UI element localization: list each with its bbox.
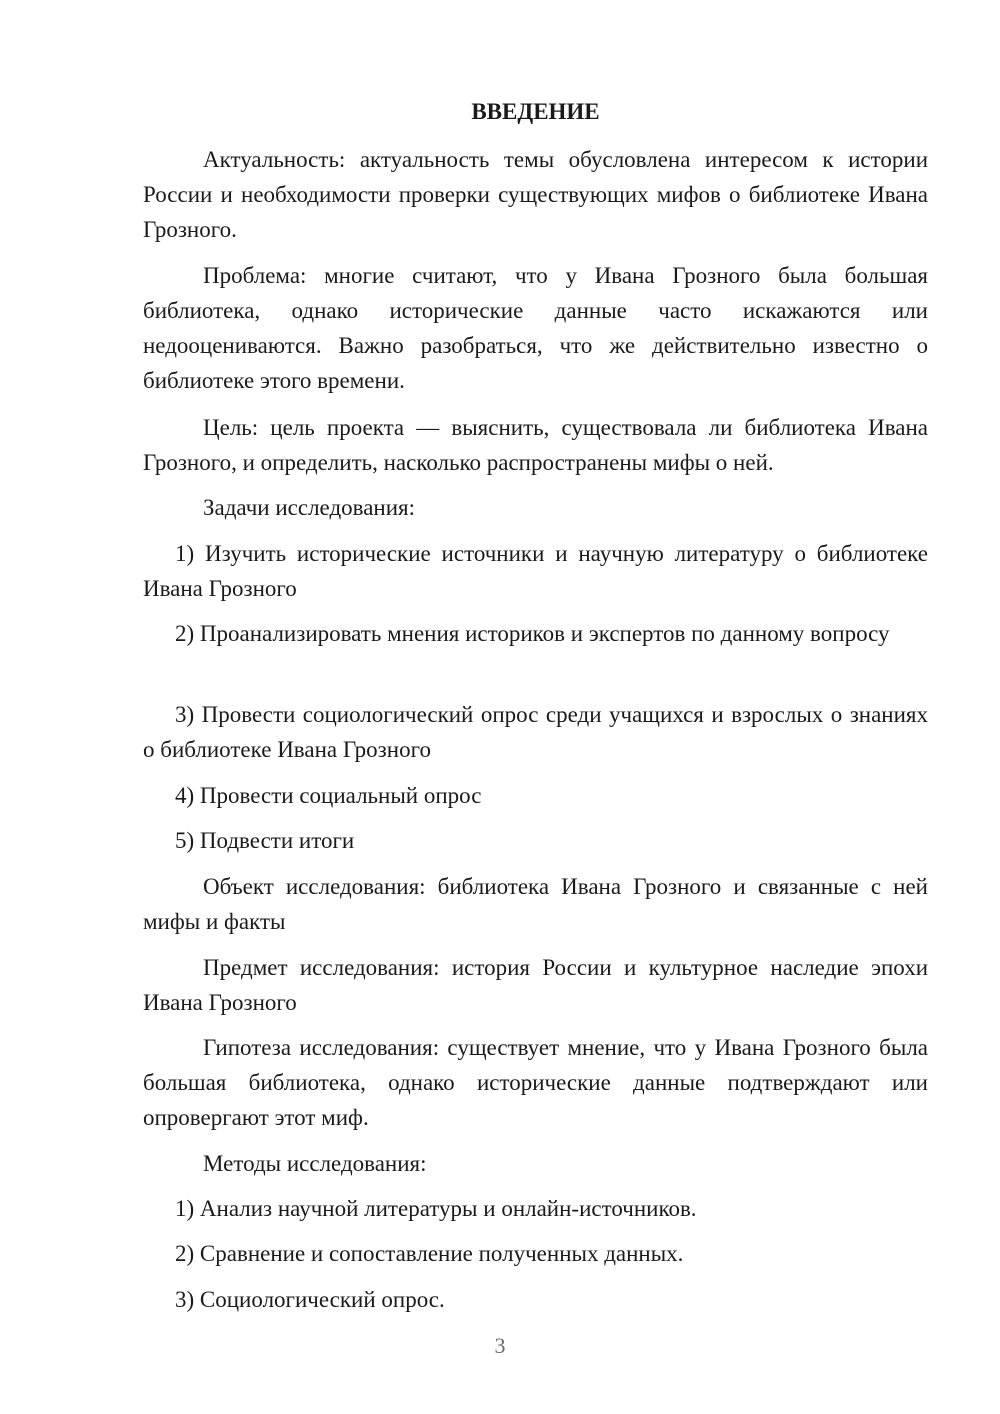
object-paragraph: Объект исследования: библиотека Ивана Грозного и связанные с ней мифы и факты	[143, 874, 928, 934]
task-item: 2) Проанализировать мнения историков и экспертов по данному вопросу	[175, 621, 890, 646]
method-item: 1) Анализ научной литературы и онлайн-источников.	[175, 1196, 697, 1221]
task-item: 3) Провести социологический опрос среди учащихся и взрослых о знаниях о библиотеке Ивана Грозного	[143, 702, 928, 762]
method-item: 3) Социологический опрос.	[175, 1287, 445, 1312]
task-item: 5) Подвести итоги	[175, 828, 355, 853]
page-number: 3	[494, 1333, 506, 1358]
task-item: 1) Изучить исторические источники и научную литературу о библиотеке Ивана Грозного	[143, 541, 928, 601]
hypothesis-paragraph: Гипотеза исследования: существует мнение, что у Ивана Грозного была большая библиотека, однако исторические данные подтверждают или опровергают этот миф.	[143, 1035, 928, 1130]
goal-paragraph: Цель: цель проекта — выяснить, существовала ли библиотека Ивана Грозного, и определить, насколько распространены мифы о ней.	[143, 415, 928, 475]
tasks-heading: Задачи исследования:	[203, 495, 416, 520]
page-title: ВВЕДЕНИЕ	[471, 99, 600, 124]
task-item: 4) Провести социальный опрос	[175, 783, 482, 808]
methods-heading: Методы исследования:	[203, 1151, 427, 1176]
problem-paragraph: Проблема: многие считают, что у Ивана Грозного была большая библиотека, однако исторические данные часто искажаются или недооцениваются. Важно разобраться, что же действительно известно о библиотеке этого времени.	[143, 263, 928, 393]
relevance-paragraph: Актуальность: актуальность темы обусловлена интересом к истории России и необходимости проверки существующих мифов о библиотеке Ивана Грозного.	[143, 147, 928, 242]
method-item: 2) Сравнение и сопоставление полученных данных.	[175, 1241, 684, 1266]
subject-paragraph: Предмет исследования: история России и культурное наследие эпохи Ивана Грозного	[143, 955, 928, 1015]
